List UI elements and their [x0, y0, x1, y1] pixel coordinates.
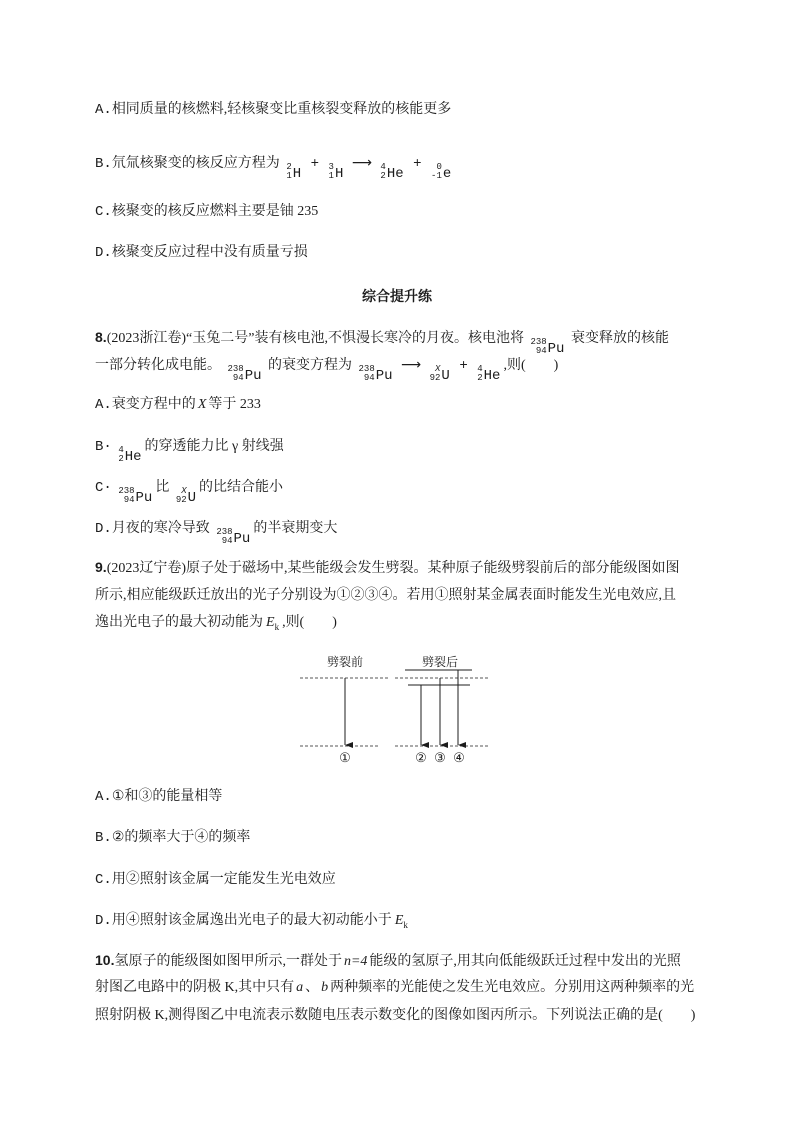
option-text: 的比结合能小 [199, 480, 284, 495]
q8-option-b [95, 438, 284, 465]
q10-stem-line-3 [95, 1007, 695, 1025]
option-text: 的半衰期变大 [253, 521, 338, 536]
option-text: 月夜的寒冷导致 [111, 521, 210, 536]
element-symbol: Pu [244, 368, 262, 384]
nuclide-indices [286, 163, 291, 181]
stem-text: 所示,相应能级跃迁放出的光子分别设为①②③④。若用①照射某金属表面时能发生光电效应,且 [95, 588, 676, 603]
stem-text: ,则( ) [282, 615, 337, 630]
option-label: B. [95, 830, 112, 846]
option-label: A. [95, 102, 112, 118]
element-symbol: He [124, 449, 142, 465]
mass-number: 2 [286, 162, 292, 172]
stem-text: 能级的氢原子,用其向低能级跃迁过程中发出的光照 [369, 954, 681, 969]
q10-stem-line-2 [95, 979, 694, 997]
mass-number: 4 [380, 162, 386, 172]
atomic-number: 2 [380, 171, 386, 181]
nuclide-pu238 [118, 487, 152, 505]
nuclide-electron [431, 163, 451, 181]
nuclide-indices [118, 446, 123, 464]
option-text: 的穿透能力比 γ 射线强 [144, 439, 284, 454]
mass-number: 238 [358, 364, 375, 374]
option-text: 用④照射该金属逸出光电子的最大初动能小于 [111, 913, 392, 928]
energy-subscript: k [274, 621, 280, 632]
element-symbol: Pu [233, 531, 251, 547]
option-text: 比 [155, 480, 170, 495]
plus-sign: + [413, 156, 422, 172]
q8-stem-line-2 [95, 356, 559, 384]
nuclide-indices [430, 365, 441, 383]
energy-letter: E [394, 913, 404, 928]
element-symbol: He [386, 166, 404, 182]
nuclide-ux [176, 487, 196, 505]
option-text: ①和③的能量相等 [111, 789, 223, 804]
q9-stem-line-2 [95, 587, 676, 605]
option-text: 用②照射该金属一定能发生光电效应 [111, 872, 336, 887]
option-label: C. [95, 204, 112, 220]
q9-stem-line-3 [95, 614, 337, 632]
nuclide-indices [431, 163, 442, 181]
option-text: 衰变方程中的 [111, 397, 196, 412]
nuclide-h2 [286, 163, 301, 181]
energy-letter: E [266, 615, 275, 630]
option-text: 氘氚核聚变的核反应方程为 [111, 156, 280, 171]
mass-number: 4 [118, 445, 124, 455]
option-label: D. [95, 521, 112, 537]
q7-option-a [95, 101, 451, 119]
q7-option-c [95, 203, 318, 221]
q8-option-a [95, 396, 261, 414]
nuclide-he4 [477, 365, 500, 383]
plus-sign: + [459, 358, 468, 374]
stem-text: 一部分转化成电能。 [95, 358, 221, 373]
option-text: 相同质量的核燃料,轻核聚变比重核裂变释放的核能更多 [111, 102, 452, 117]
element-symbol: H [334, 166, 344, 182]
option-text: 核聚变的核反应燃料主要是铀 235 [111, 204, 319, 219]
nuclide-indices [380, 163, 385, 181]
q7-option-d [95, 244, 308, 262]
element-symbol: U [441, 368, 450, 384]
element-symbol: e [442, 166, 452, 182]
reaction-arrow: ⟶ [401, 357, 422, 373]
nuclide-he4 [380, 163, 403, 181]
element-symbol: U [187, 490, 197, 506]
frequency-a: a [296, 980, 304, 995]
q9-option-d [95, 912, 411, 930]
nuclide-indices [176, 487, 187, 505]
photon-label-2: ② [415, 750, 427, 765]
nuclide-indices [329, 163, 334, 181]
mass-number: 238 [227, 364, 244, 374]
energy-subscript: k [403, 919, 408, 930]
photon-label-3: ③ [434, 750, 446, 765]
stem-text: 两种频率的光能使之发生光电效应。分别用这两种频率的光 [330, 980, 695, 995]
nuclide-indices [118, 487, 134, 505]
question-source: (2023辽宁卷) [106, 561, 187, 576]
question-source: (2023浙江卷) [106, 331, 187, 346]
nuclide-pu238 [359, 365, 393, 383]
kinetic-energy-symbol [395, 913, 408, 928]
option-label: C. [95, 872, 112, 888]
option-label: A. [95, 789, 112, 805]
question-number: 8. [95, 329, 107, 345]
atomic-number: 92 [429, 373, 441, 383]
section-title: 综合提升练 [362, 288, 432, 304]
q9-stem-line-1 [95, 558, 680, 576]
nuclide-pu238 [216, 528, 250, 546]
atomic-number: 94 [221, 536, 233, 546]
mass-number: 4 [477, 364, 483, 374]
option-label: D. [95, 913, 112, 929]
nuclide-ux [430, 365, 450, 383]
nuclide-indices [359, 365, 375, 383]
q10-stem-line-1 [95, 951, 681, 969]
atomic-number: -1 [431, 171, 442, 181]
element-symbol: He [483, 368, 501, 384]
stem-text: 射图乙电路中的阴极 K,其中只有 [95, 980, 295, 995]
separator: 、 [305, 980, 320, 995]
atomic-number: 1 [286, 171, 292, 181]
mass-number: 238 [530, 337, 547, 347]
atomic-number: 2 [477, 373, 483, 383]
option-text: 核聚变反应过程中没有质量亏损 [111, 245, 308, 260]
nuclide-pu238 [228, 365, 262, 383]
q8-option-c [95, 479, 284, 506]
mass-number: 238 [216, 527, 233, 537]
mass-number: X [435, 364, 441, 374]
frequency-b: b [321, 980, 329, 995]
atomic-number: 94 [535, 346, 547, 356]
q7-option-b [95, 154, 454, 182]
atomic-number: 2 [118, 454, 124, 464]
stem-text: 氢原子的能级图如图甲所示,一群处于 [114, 954, 342, 969]
q9-option-c [95, 871, 336, 889]
option-label: D. [95, 245, 112, 261]
nuclide-he4 [118, 446, 141, 464]
mass-number: 0 [436, 162, 442, 172]
label-after-splitting: 劈裂后 [421, 655, 459, 669]
nuclide-h3 [329, 163, 344, 181]
stem-text: 逸出光电子的最大初动能为 [95, 615, 263, 630]
label-before-splitting: 劈裂前 [326, 655, 364, 669]
mass-number: 3 [328, 162, 334, 172]
atomic-number: 1 [328, 171, 334, 181]
nuclide-indices [228, 365, 244, 383]
option-label: B· [95, 439, 112, 455]
energy-level-diagram [295, 650, 495, 770]
q8-stem-line-1 [95, 328, 669, 357]
variable-x: X [197, 397, 207, 412]
element-symbol: Pu [375, 368, 393, 384]
element-symbol: H [292, 166, 302, 182]
photon-label-1: ① [339, 750, 351, 765]
element-symbol: Pu [547, 341, 565, 357]
atomic-number: 94 [232, 373, 244, 383]
plus-sign: + [310, 156, 320, 172]
stem-text: 原子处于磁场中,某些能级会发生劈裂。某种原子能级劈裂前后的部分能级图如图 [186, 561, 680, 576]
stem-text: “玉兔二号”装有核电池,不惧漫长寒冷的月夜。核电池将 [186, 331, 524, 346]
reaction-arrow: ⟶ [351, 155, 372, 171]
atomic-number: 94 [123, 495, 135, 505]
atomic-number: 94 [363, 373, 375, 383]
question-number: 9. [95, 559, 107, 575]
nuclide-indices [216, 528, 232, 546]
element-symbol: Pu [135, 490, 153, 506]
nuclide-indices [477, 365, 482, 383]
mass-number: 238 [118, 486, 135, 496]
stem-text: 衰变释放的核能 [570, 331, 669, 346]
q8-option-d [95, 520, 338, 547]
photon-label-4: ④ [453, 750, 465, 765]
question-number: 10. [95, 952, 115, 968]
energy-level-n: n=4 [343, 954, 368, 969]
option-label: B. [95, 156, 112, 172]
q9-option-b [95, 829, 250, 847]
atomic-number: 92 [175, 495, 187, 505]
option-label: C· [95, 480, 112, 496]
option-text: ②的频率大于④的频率 [111, 830, 251, 845]
stem-text: 照射阴极 K,测得图乙中电流表示数随电压表示数变化的图像如图丙所示。下列说法正确的是( ) [95, 1008, 696, 1023]
stem-text: ,则( ) [503, 358, 559, 373]
kinetic-energy-symbol [266, 615, 279, 630]
nuclide-indices [530, 338, 546, 356]
q9-option-a [95, 788, 222, 806]
option-label: A. [95, 397, 112, 413]
mass-number: X [181, 486, 187, 496]
option-text: 等于 233 [208, 397, 261, 412]
stem-text: 的衰变方程为 [268, 358, 353, 373]
nuclide-pu238 [530, 338, 564, 356]
